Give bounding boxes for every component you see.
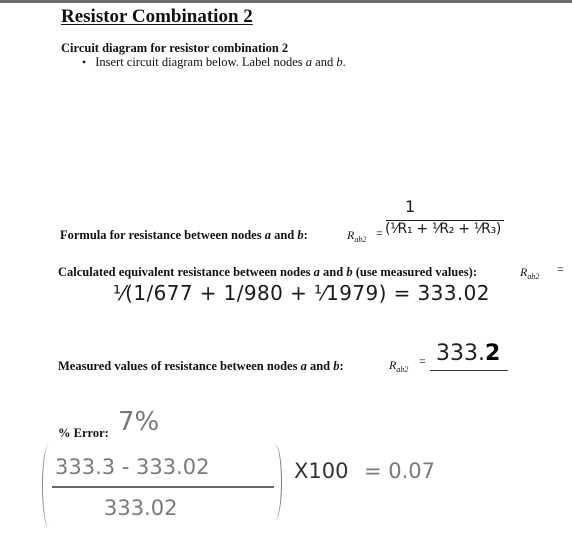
- error-result: = 0.07: [364, 459, 436, 483]
- calculated-expression: ¹⁄(1/677 + 1/980 + ¹⁄1979) = 333.02: [113, 281, 490, 305]
- error-numerator: 333.3 - 333.02: [55, 455, 210, 479]
- measured-resistance-symbol: $R_{ab2}$: [389, 358, 409, 374]
- formula-resistance-symbol: $R_{ab2}$: [347, 228, 367, 244]
- measured-equals: =: [419, 354, 426, 368]
- error-right-paren: [268, 444, 282, 520]
- error-multiplier: X100: [294, 459, 349, 483]
- calculated-resistance-symbol: $R_{ab2}$: [520, 265, 540, 281]
- calculated-label: Calculated equivalent resistance between nodes a and b (use measured values):: [58, 265, 477, 279]
- bullet-marker: •: [82, 55, 87, 69]
- error-fraction-bar: [52, 486, 274, 488]
- error-denominator: 333.02: [104, 496, 178, 520]
- bullet-text: Insert circuit diagram below. Label nodes a and b.: [95, 55, 346, 69]
- formula-label: Formula for resistance between nodes a and b:: [60, 228, 308, 242]
- top-border: [0, 0, 572, 3]
- formula-equals: =: [376, 226, 383, 240]
- section-heading: Circuit diagram for resistor combination 2: [61, 41, 289, 55]
- measured-answer-line: [430, 370, 508, 371]
- bullet-item: [82, 55, 346, 70]
- error-label: % Error:: [58, 426, 109, 440]
- error-value: 7%: [118, 407, 160, 437]
- formula-numerator: 1: [405, 197, 416, 216]
- measured-label: Measured values of resistance between nodes a and b:: [58, 359, 344, 373]
- formula-denominator: (¹⁄R₁ + ¹⁄R₂ + ¹⁄R₃): [385, 221, 502, 237]
- measured-value: 333.2: [436, 341, 501, 366]
- page-title: Resistor Combination 2: [61, 6, 253, 27]
- calculated-equals: =: [557, 262, 564, 276]
